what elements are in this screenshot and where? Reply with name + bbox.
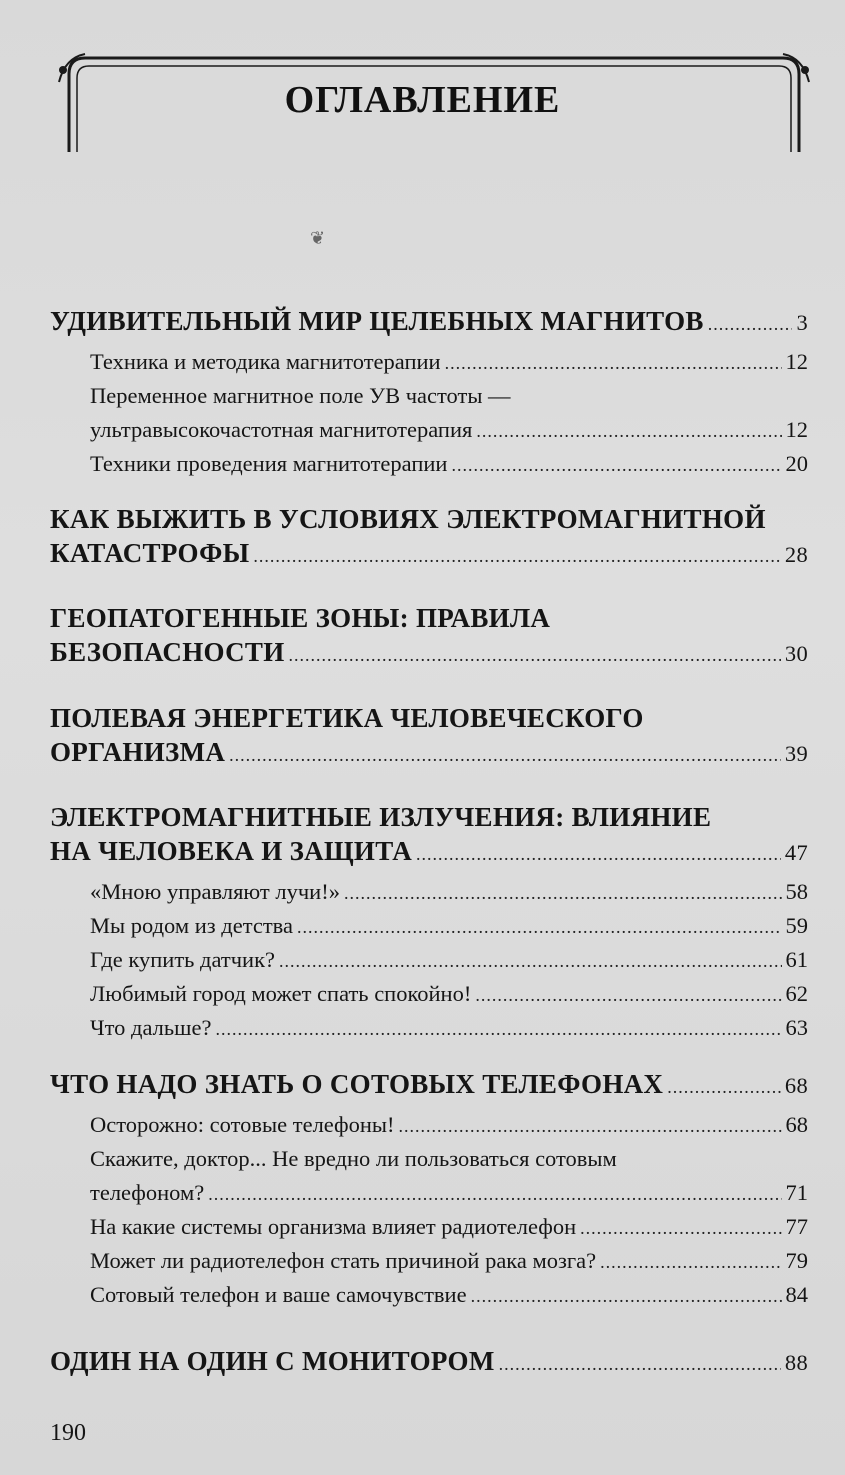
toc-section[interactable]: Сотовый телефон и ваше самочувствие ..... 84 xyxy=(90,1282,808,1308)
page-number: 190 xyxy=(50,1420,86,1446)
toc-section[interactable]: Осторожно: сотовые телефоны! ..... 68 xyxy=(90,1112,808,1138)
toc-chapter-line1[interactable]: ГЕОПАТОГЕННЫЕ ЗОНЫ: ПРАВИЛА xyxy=(50,603,551,633)
toc-chapter[interactable]: БЕЗОПАСНОСТИ ..... 30 xyxy=(50,637,808,668)
toc-chapter[interactable]: НА ЧЕЛОВЕКА И ЗАЩИТА ..... 47 xyxy=(50,836,808,867)
toc-chapter-line1[interactable]: ЭЛЕКТРОМАГНИТНЫЕ ИЗЛУЧЕНИЯ: ВЛИЯНИЕ xyxy=(50,802,712,832)
toc-chapter[interactable]: ЧТО НАДО ЗНАТЬ О СОТОВЫХ ТЕЛЕФОНАХ ..... 68 xyxy=(50,1069,808,1100)
toc-chapter-line1[interactable]: КАК ВЫЖИТЬ В УСЛОВИЯХ ЭЛЕКТРОМАГНИТНОЙ xyxy=(50,504,766,534)
toc-section[interactable]: На какие системы организма влияет радиотелефон ..... 77 xyxy=(90,1214,808,1240)
toc-chapter[interactable]: КАТАСТРОФЫ ..... 28 xyxy=(50,538,808,569)
toc-section[interactable]: Любимый город может спать спокойно! ..... 62 xyxy=(90,981,808,1007)
toc-section-line1[interactable]: Переменное магнитное поле УВ частоты — xyxy=(90,383,511,408)
toc-chapter[interactable]: ОДИН НА ОДИН С МОНИТОРОМ ..... 88 xyxy=(50,1346,808,1377)
toc-section[interactable]: Техники проведения магнитотерапии ..... 20 xyxy=(90,451,808,477)
toc-section[interactable]: «Мною управляют лучи!» ..... 58 xyxy=(90,879,808,905)
toc-section[interactable]: Может ли радиотелефон стать причиной рака мозга? ..... 79 xyxy=(90,1248,808,1274)
toc-section[interactable]: Техника и методика магнитотерапии ..... 12 xyxy=(90,349,808,375)
ornament-icon: ❦ xyxy=(310,228,326,248)
toc-chapter-line1[interactable]: ПОЛЕВАЯ ЭНЕРГЕТИКА ЧЕЛОВЕЧЕСКОГО xyxy=(50,703,644,733)
toc-section[interactable]: Что дальше? ..... 63 xyxy=(90,1015,808,1041)
toc-chapter[interactable]: УДИВИТЕЛЬНЫЙ МИР ЦЕЛЕБНЫХ МАГНИТОВ ..... 3 xyxy=(50,306,808,337)
toc-chapter[interactable]: ОРГАНИЗМА ..... 39 xyxy=(50,737,808,768)
toc-section[interactable]: Мы родом из детства ..... 59 xyxy=(90,913,808,939)
toc-section[interactable]: Где купить датчик? ..... 61 xyxy=(90,947,808,973)
toc-section[interactable]: ультравысокочастотная магнитотерапия ..... 12 xyxy=(90,417,808,443)
toc-section-line1[interactable]: Скажите, доктор... Не вредно ли пользоваться сотовым xyxy=(90,1146,617,1171)
page-title: ОГЛАВЛЕНИЕ xyxy=(284,79,561,121)
toc-section[interactable]: телефоном? ..... 71 xyxy=(90,1180,808,1206)
